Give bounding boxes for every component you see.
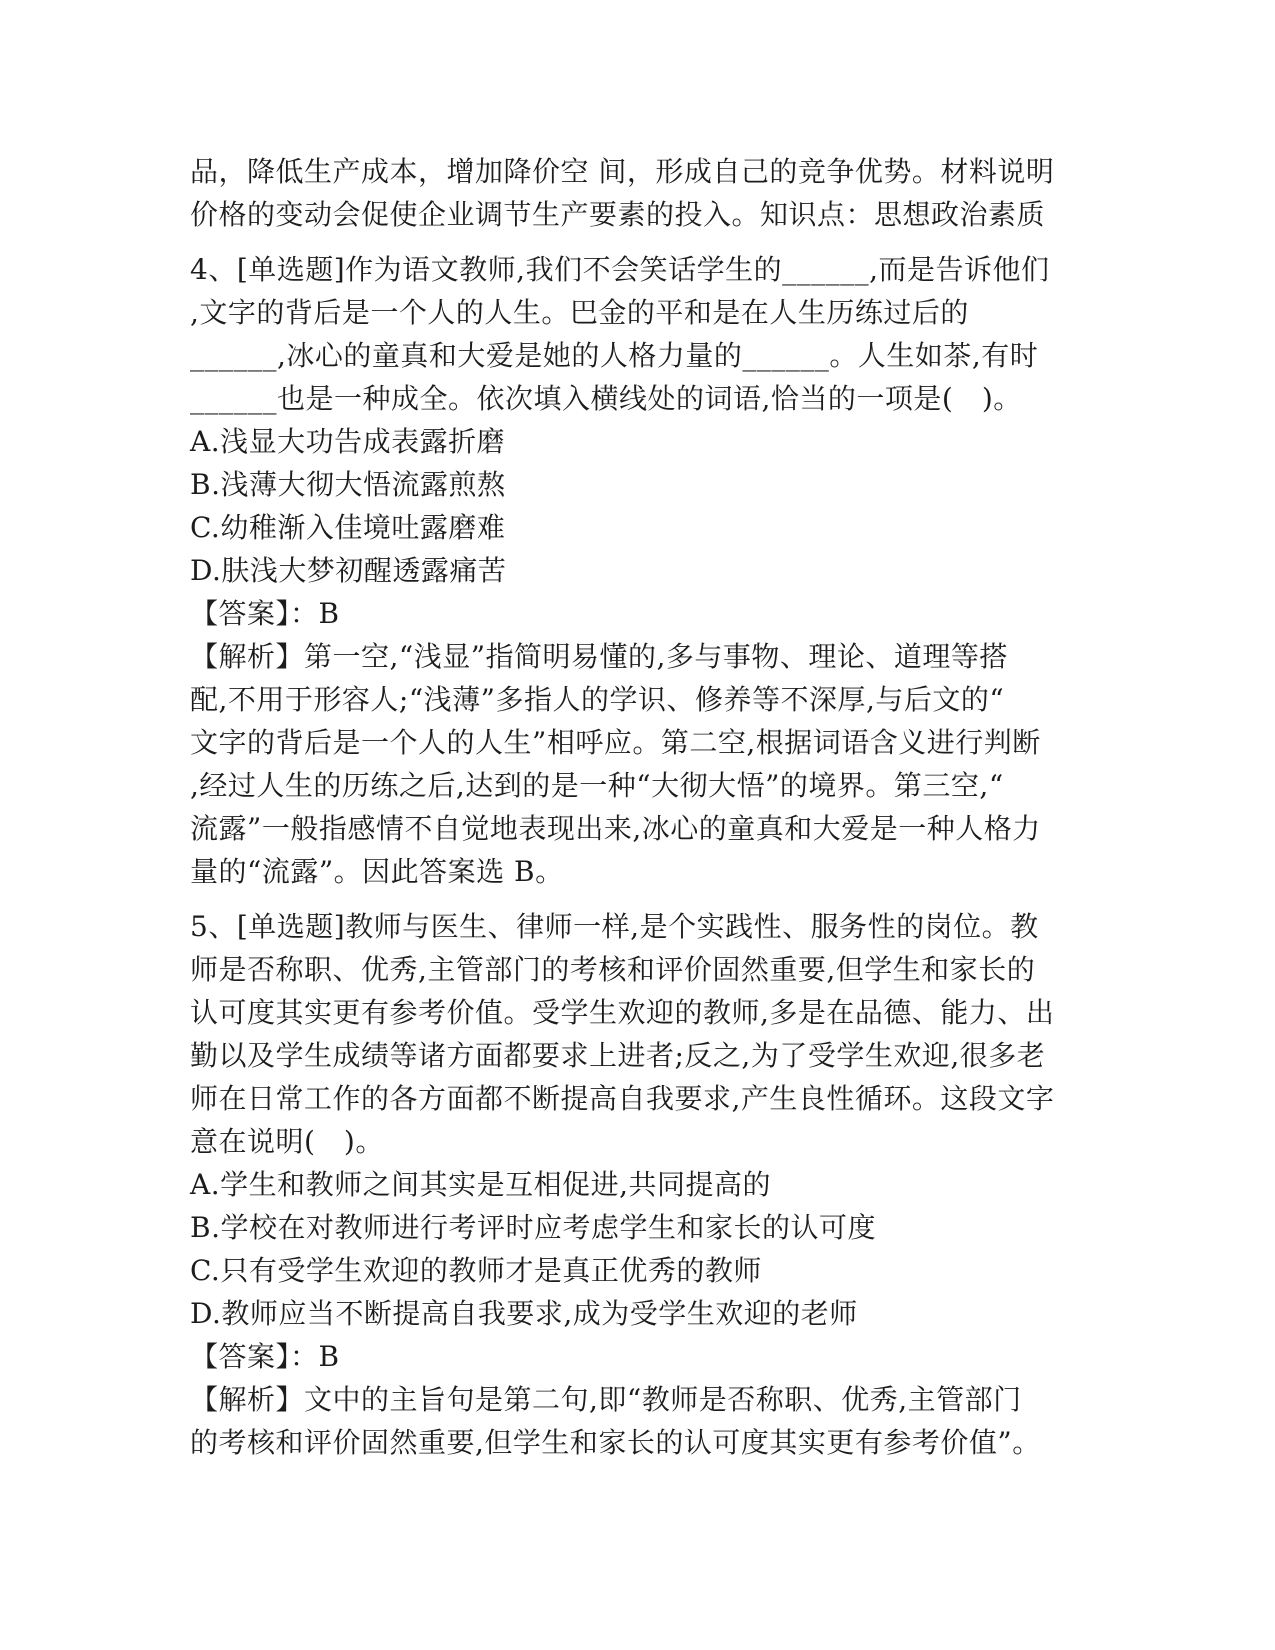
text-line: 的考核和评价固然重要,但学生和家长的认可度其实更有参考价值”。 <box>190 1426 1041 1459</box>
question-5 <box>190 905 1070 1464</box>
option-d: D.肤浅大梦初醒透露痛苦 <box>190 554 507 587</box>
text-line: ______也是一种成全。依次填入横线处的词语,恰当的一项是( )。 <box>190 382 1022 415</box>
text-line: 品，降低生产成本，增加降价空 间，形成自己的竞争优势。材料说明 <box>190 155 1055 188</box>
text-line: 配,不用于形容人;“浅薄”多指人的学识、修养等不深厚,与后文的“ <box>190 683 1005 716</box>
option-d: D.教师应当不断提高自我要求,成为受学生欢迎的老师 <box>190 1297 858 1330</box>
previous-explanation-continuation <box>190 150 1070 236</box>
option-list <box>190 1163 1070 1335</box>
text-line: 5、[单选题]教师与医生、律师一样,是个实践性、服务性的岗位。教 <box>190 910 1039 943</box>
text-line: 4、[单选题]作为语文教师,我们不会笑话学生的______,而是告诉他们 <box>190 253 1050 286</box>
option-b: B.学校在对教师进行考评时应考虑学生和家长的认可度 <box>190 1211 876 1244</box>
text-line: 文字的背后是一个人的人生”相呼应。第二空,根据词语含义进行判断 <box>190 726 1041 759</box>
option-list <box>190 420 1070 592</box>
text-line: 价格的变动会促使企业调节生产要素的投入。知识点：思想政治素质 <box>190 198 1046 231</box>
analysis <box>190 635 1070 893</box>
answer: 【答案】：B <box>190 597 340 630</box>
answer: 【答案】：B <box>190 1340 340 1373</box>
text-line: 勤以及学生成绩等诸方面都要求上进者;反之,为了受学生欢迎,很多老 <box>190 1039 1046 1072</box>
text-line: 流露”一般指感情不自觉地表现出来,冰心的童真和大爱是一种人格力 <box>190 812 1041 845</box>
text-line: 【解析】文中的主旨句是第二句,即“教师是否称职、优秀,主管部门 <box>190 1383 1022 1416</box>
text-line: ,文字的背后是一个人的人生。巴金的平和是在人生历练过后的 <box>190 296 969 329</box>
option-a: A.学生和教师之间其实是互相促进,共同提高的 <box>190 1168 772 1201</box>
question-stem <box>190 248 1070 420</box>
text-line: 师是否称职、优秀,主管部门的考核和评价固然重要,但学生和家长的 <box>190 953 1036 986</box>
text-line: 意在说明( )。 <box>190 1125 384 1158</box>
document-page <box>190 150 1070 1464</box>
question-stem <box>190 905 1070 1163</box>
text-line: ,经过人生的历练之后,达到的是一种“大彻大悟”的境界。第三空,“ <box>190 769 1004 802</box>
option-b: B.浅薄大彻大悟流露煎熬 <box>190 468 506 501</box>
option-a: A.浅显大功告成表露折磨 <box>190 425 506 458</box>
question-4 <box>190 248 1070 893</box>
text-line: ______,冰心的童真和大爱是她的人格力量的______。人生如茶,有时 <box>190 339 1039 372</box>
text-line: 师在日常工作的各方面都不断提高自我要求,产生良性循环。这段文字 <box>190 1082 1055 1115</box>
option-c: C.只有受学生欢迎的教师才是真正优秀的教师 <box>190 1254 762 1287</box>
analysis <box>190 1378 1070 1464</box>
option-c: C.幼稚渐入佳境吐露磨难 <box>190 511 506 544</box>
text-line: 量的“流露”。因此答案选 B。 <box>190 855 564 888</box>
text-line: 认可度其实更有参考价值。受学生欢迎的教师,多是在品德、能力、出 <box>190 996 1055 1029</box>
text-line: 【解析】第一空,“浅显”指简明易懂的,多与事物、理论、道理等搭 <box>190 640 1008 673</box>
